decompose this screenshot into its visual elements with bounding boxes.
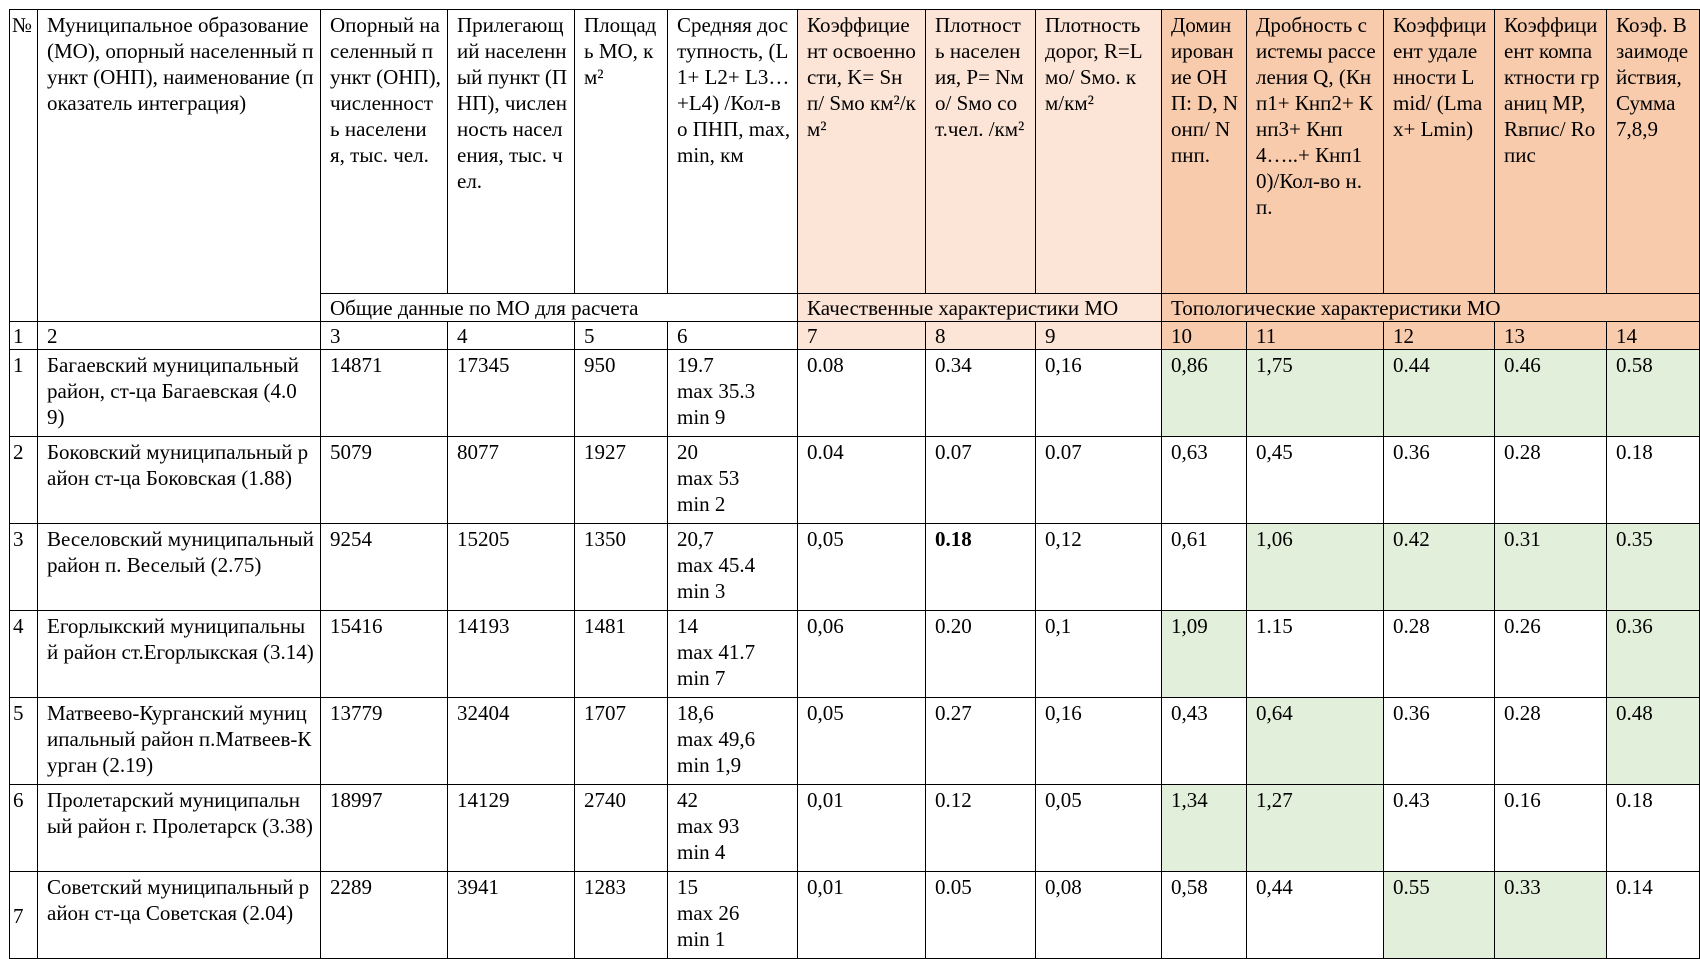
row-pop-density: 0.07 (926, 437, 1036, 524)
row-adjacent-pop: 14129 (448, 785, 575, 872)
row-development: 0,05 (798, 524, 926, 611)
header-avg-accessibility: Средняя доступность, (L1+ L2+ L3…+L4) /Кол-во ПНП, max, min, км (668, 10, 798, 294)
header-road-density: Плотность дорог, R=Lмо/ Sмо. км/км² (1036, 10, 1162, 294)
row-municipality: Багаевский муниципальный район, ст-ца Багаевская (4.09) (38, 350, 321, 437)
header-settlement-fragmentation: Дробность системы расселения Q, (Кнп1+ Кнп2+ Кнп3+ Кнп4…..+ Кнп10)/Кол-во н.п. (1247, 10, 1384, 294)
row-interaction: 0.18 (1607, 437, 1700, 524)
row-core-pop: 5079 (321, 437, 448, 524)
col-num: 9 (1036, 322, 1162, 350)
header-compactness-coefficient: Коэффициент компактности границ МР, Rвпис/ Rопис (1495, 10, 1607, 294)
group-topology: Топологические характеристики МО (1162, 294, 1700, 322)
row-road-density: 0,16 (1036, 698, 1162, 785)
header-area: Площадь МО, км² (575, 10, 668, 294)
row-accessibility: 18,6 max 49,6 min 1,9 (668, 698, 798, 785)
table-row (10, 437, 1700, 524)
row-core-pop: 13779 (321, 698, 448, 785)
row-fragmentation: 0,44 (1247, 872, 1384, 959)
col-num: 7 (798, 322, 926, 350)
row-interaction: 0.36 (1607, 611, 1700, 698)
table-row (10, 350, 1700, 437)
col-num: 1 (10, 322, 38, 350)
row-dominance: 0,58 (1162, 872, 1247, 959)
row-pop-density: 0.05 (926, 872, 1036, 959)
row-development: 0,06 (798, 611, 926, 698)
row-interaction: 0.14 (1607, 872, 1700, 959)
row-index: 7 (10, 872, 38, 959)
row-interaction: 0.58 (1607, 350, 1700, 437)
row-compactness: 0.46 (1495, 350, 1607, 437)
col-num: 10 (1162, 322, 1247, 350)
row-fragmentation: 1,06 (1247, 524, 1384, 611)
row-development: 0,01 (798, 872, 926, 959)
header-population-density: Плотность населения, P= Nмо/ Sмо сот.чел. /км² (926, 10, 1036, 294)
header-row (10, 10, 1700, 294)
row-index: 2 (10, 437, 38, 524)
row-compactness: 0.33 (1495, 872, 1607, 959)
row-area: 1927 (575, 437, 668, 524)
col-num: 6 (668, 322, 798, 350)
row-remoteness: 0.44 (1384, 350, 1495, 437)
row-road-density: 0,05 (1036, 785, 1162, 872)
header-municipality: Муниципальное образование (МО), опорный населенный пункт (ОНП), наименование (показатель интеграция) (38, 10, 321, 322)
row-interaction: 0.35 (1607, 524, 1700, 611)
header-remoteness-coefficient: Коэффициент удаленности Lmid/ (Lmax+ Lmin) (1384, 10, 1495, 294)
header-core-settlement: Опорный населенный пункт (ОНП), численность населения, тыс. чел. (321, 10, 448, 294)
row-development: 0,01 (798, 785, 926, 872)
row-area: 2740 (575, 785, 668, 872)
row-pop-density: 0.12 (926, 785, 1036, 872)
col-num: 8 (926, 322, 1036, 350)
row-road-density: 0,08 (1036, 872, 1162, 959)
row-municipality: Матвеево-Курганский муниципальный район п.Матвеев-Курган (2.19) (38, 698, 321, 785)
row-area: 1350 (575, 524, 668, 611)
row-accessibility: 19.7 max 35.3 min 9 (668, 350, 798, 437)
row-municipality: Егорлыкский муниципальный район ст.Егорлыкская (3.14) (38, 611, 321, 698)
header-interaction-coefficient: Коэф. Взаимодействия, Сумма 7,8,9 (1607, 10, 1700, 294)
row-index: 5 (10, 698, 38, 785)
col-num: 3 (321, 322, 448, 350)
row-adjacent-pop: 17345 (448, 350, 575, 437)
row-remoteness: 0.55 (1384, 872, 1495, 959)
col-num: 11 (1247, 322, 1384, 350)
row-remoteness: 0.36 (1384, 437, 1495, 524)
column-number-row (10, 322, 1700, 350)
row-municipality: Веселовский муниципальный район п. Веселый (2.75) (38, 524, 321, 611)
row-municipality: Советский муниципальный район ст-ца Советская (2.04) (38, 872, 321, 959)
row-remoteness: 0.36 (1384, 698, 1495, 785)
row-dominance: 0,43 (1162, 698, 1247, 785)
row-adjacent-pop: 14193 (448, 611, 575, 698)
row-index: 1 (10, 350, 38, 437)
row-area: 950 (575, 350, 668, 437)
row-pop-density: 0.18 (926, 524, 1036, 611)
header-development-coefficient: Коэффициент освоенности, K= Sнп/ Sмо км²/км² (798, 10, 926, 294)
row-accessibility: 42 max 93 min 4 (668, 785, 798, 872)
row-adjacent-pop: 15205 (448, 524, 575, 611)
group-general: Общие данные по МО для расчета (321, 294, 798, 322)
row-adjacent-pop: 8077 (448, 437, 575, 524)
row-remoteness: 0.43 (1384, 785, 1495, 872)
row-adjacent-pop: 3941 (448, 872, 575, 959)
row-remoteness: 0.28 (1384, 611, 1495, 698)
row-development: 0,05 (798, 698, 926, 785)
row-road-density: 0,12 (1036, 524, 1162, 611)
row-core-pop: 14871 (321, 350, 448, 437)
row-road-density: 0.07 (1036, 437, 1162, 524)
row-core-pop: 9254 (321, 524, 448, 611)
col-num: 14 (1607, 322, 1700, 350)
table-row (10, 698, 1700, 785)
row-road-density: 0,1 (1036, 611, 1162, 698)
row-index: 6 (10, 785, 38, 872)
row-accessibility: 14 max 41.7 min 7 (668, 611, 798, 698)
row-compactness: 0.16 (1495, 785, 1607, 872)
row-pop-density: 0.34 (926, 350, 1036, 437)
header-adjacent-settlement: Прилегающий населенный пункт (ПНП), численность населения, тыс. чел. (448, 10, 575, 294)
row-dominance: 0,61 (1162, 524, 1247, 611)
row-pop-density: 0.20 (926, 611, 1036, 698)
table-row (10, 524, 1700, 611)
row-area: 1707 (575, 698, 668, 785)
row-development: 0.08 (798, 350, 926, 437)
row-pop-density: 0.27 (926, 698, 1036, 785)
municipal-indicators-table (9, 9, 1700, 959)
col-num: 12 (1384, 322, 1495, 350)
row-dominance: 0,63 (1162, 437, 1247, 524)
table-row (10, 872, 1700, 959)
row-road-density: 0,16 (1036, 350, 1162, 437)
row-index: 3 (10, 524, 38, 611)
row-accessibility: 20 max 53 min 2 (668, 437, 798, 524)
row-development: 0.04 (798, 437, 926, 524)
col-num: 13 (1495, 322, 1607, 350)
table-container (9, 9, 1700, 959)
table-row (10, 611, 1700, 698)
row-remoteness: 0.42 (1384, 524, 1495, 611)
row-area: 1283 (575, 872, 668, 959)
group-quality: Качественные характеристики МО (798, 294, 1162, 322)
col-num: 2 (38, 322, 321, 350)
col-num: 4 (448, 322, 575, 350)
row-index: 4 (10, 611, 38, 698)
row-fragmentation: 0,64 (1247, 698, 1384, 785)
row-compactness: 0.28 (1495, 698, 1607, 785)
row-interaction: 0.48 (1607, 698, 1700, 785)
row-compactness: 0.28 (1495, 437, 1607, 524)
row-fragmentation: 1,27 (1247, 785, 1384, 872)
header-number: № (10, 10, 38, 322)
row-fragmentation: 1.15 (1247, 611, 1384, 698)
col-num: 5 (575, 322, 668, 350)
row-municipality: Пролетарский муниципальный район г. Пролетарск (3.38) (38, 785, 321, 872)
row-fragmentation: 1,75 (1247, 350, 1384, 437)
row-core-pop: 18997 (321, 785, 448, 872)
row-accessibility: 15 max 26 min 1 (668, 872, 798, 959)
row-accessibility: 20,7 max 45.4 min 3 (668, 524, 798, 611)
row-core-pop: 2289 (321, 872, 448, 959)
row-dominance: 1,09 (1162, 611, 1247, 698)
row-adjacent-pop: 32404 (448, 698, 575, 785)
row-compactness: 0.31 (1495, 524, 1607, 611)
table-row (10, 785, 1700, 872)
row-fragmentation: 0,45 (1247, 437, 1384, 524)
row-interaction: 0.18 (1607, 785, 1700, 872)
row-area: 1481 (575, 611, 668, 698)
header-dominance: Доминирование ОНП: D, Nонп/ Nпнп. (1162, 10, 1247, 294)
row-municipality: Боковский муниципальный район ст-ца Боковская (1.88) (38, 437, 321, 524)
row-dominance: 1,34 (1162, 785, 1247, 872)
row-dominance: 0,86 (1162, 350, 1247, 437)
row-compactness: 0.26 (1495, 611, 1607, 698)
row-core-pop: 15416 (321, 611, 448, 698)
